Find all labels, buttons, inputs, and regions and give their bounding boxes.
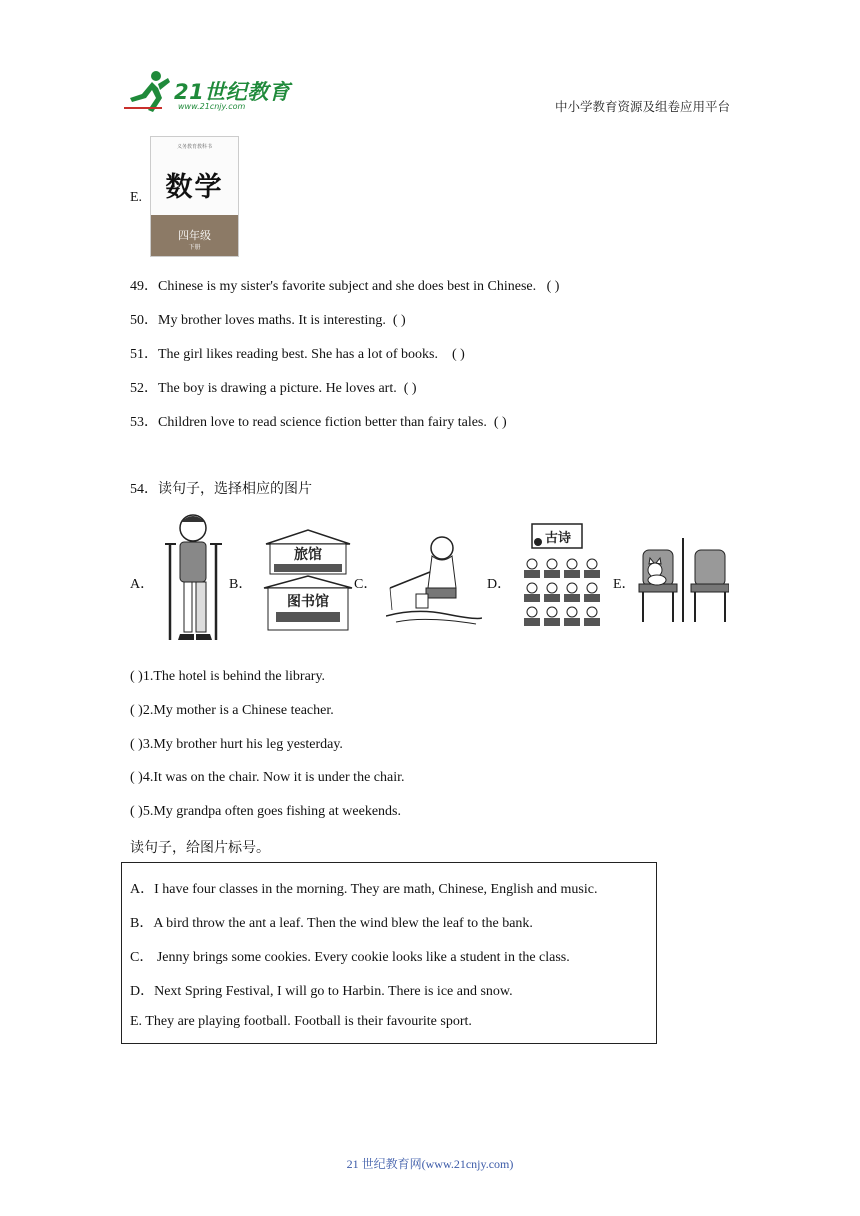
question-50: 50．My brother loves maths. It is interesting. ( ) (130, 313, 406, 328)
answer-blank[interactable]: ( ) (392, 313, 406, 328)
book-volume: 下册 (188, 244, 201, 251)
option-b-label: B． (229, 577, 253, 592)
q55-instruction: 读句子，给图片标号。 (130, 841, 270, 856)
runner-logo-icon (122, 68, 174, 114)
math-book-cover (150, 136, 239, 257)
option-a-label: A． (130, 577, 155, 592)
book-grade: 四年级 (178, 229, 211, 242)
book-title: 数学 (165, 172, 224, 203)
option-d-label: D． (487, 577, 512, 592)
logo-text: 21世纪教育 (174, 80, 291, 104)
chinese-class-picture (518, 522, 606, 630)
q54-item-2: ( )2.My mother is a Chinese teacher. (130, 703, 334, 718)
answer-blank[interactable]: ( ) (130, 737, 143, 752)
answer-blank[interactable]: ( ) (451, 347, 465, 362)
sentence-c: C． Jenny brings some cookies. Every cookie looks like a student in the class. (130, 950, 570, 965)
option-e-label: E. (130, 190, 143, 205)
page-footer: 21 世纪教育网(www.21cnjy.com) (346, 1157, 514, 1171)
poem-sign: 古诗 (544, 531, 572, 546)
boy-on-crutches-picture (160, 508, 226, 648)
sentence-b: B．A bird throw the ant a leaf. Then the wind blew the leaf to the bank. (130, 916, 533, 931)
logo-url: www.21cnjy.com (178, 102, 246, 111)
book-series: 义务教育教科书 (176, 144, 212, 150)
site-logo (122, 68, 292, 118)
answer-blank[interactable]: ( ) (493, 415, 507, 430)
q54-item-3: ( )3.My brother hurt his leg yesterday. (130, 737, 343, 752)
sentence-d: D．Next Spring Festival, I will go to Harbin. There is ice and snow. (130, 984, 513, 999)
answer-blank[interactable]: ( ) (546, 279, 560, 294)
question-54-title: 54．读句子，选择相应的图片 (130, 482, 312, 497)
answer-blank[interactable]: ( ) (130, 804, 143, 819)
answer-blank[interactable]: ( ) (403, 381, 417, 396)
option-e-label-q54: E． (613, 577, 636, 592)
sentence-e: E. They are playing football. Football is their favourite sport. (130, 1014, 472, 1029)
hotel-sign: 旅馆 (294, 547, 322, 563)
library-sign: 图书馆 (287, 594, 329, 610)
sentence-a: A．I have four classes in the morning. They are math, Chinese, English and music. (130, 882, 598, 897)
q54-item-1: ( )1.The hotel is behind the library. (130, 669, 326, 684)
hotel-and-library-picture (262, 526, 354, 634)
answer-blank[interactable]: ( ) (130, 703, 143, 718)
q54-item-4: ( )4.It was on the chair. Now it is under the chair. (130, 770, 405, 785)
answer-blank[interactable]: ( ) (130, 669, 143, 684)
question-49: 49．Chinese is my sister's favorite subject and she does best in Chinese. ( ) (130, 279, 560, 294)
question-51: 51．The girl likes reading best. She has a lot of books. ( ) (130, 347, 465, 362)
grandpa-fishing-picture (386, 528, 482, 626)
option-c-label: C． (354, 577, 378, 592)
question-53: 53．Children love to read science fiction better than fairy tales. ( ) (130, 415, 507, 430)
platform-title: 中小学教育资源及组卷应用平台 (554, 99, 730, 114)
answer-blank[interactable]: ( ) (130, 770, 143, 785)
q54-item-5: ( )5.My grandpa often goes fishing at weekends. (130, 804, 401, 819)
cat-and-chair-picture (637, 536, 729, 624)
question-52: 52．The boy is drawing a picture. He loves art. ( ) (130, 381, 417, 396)
